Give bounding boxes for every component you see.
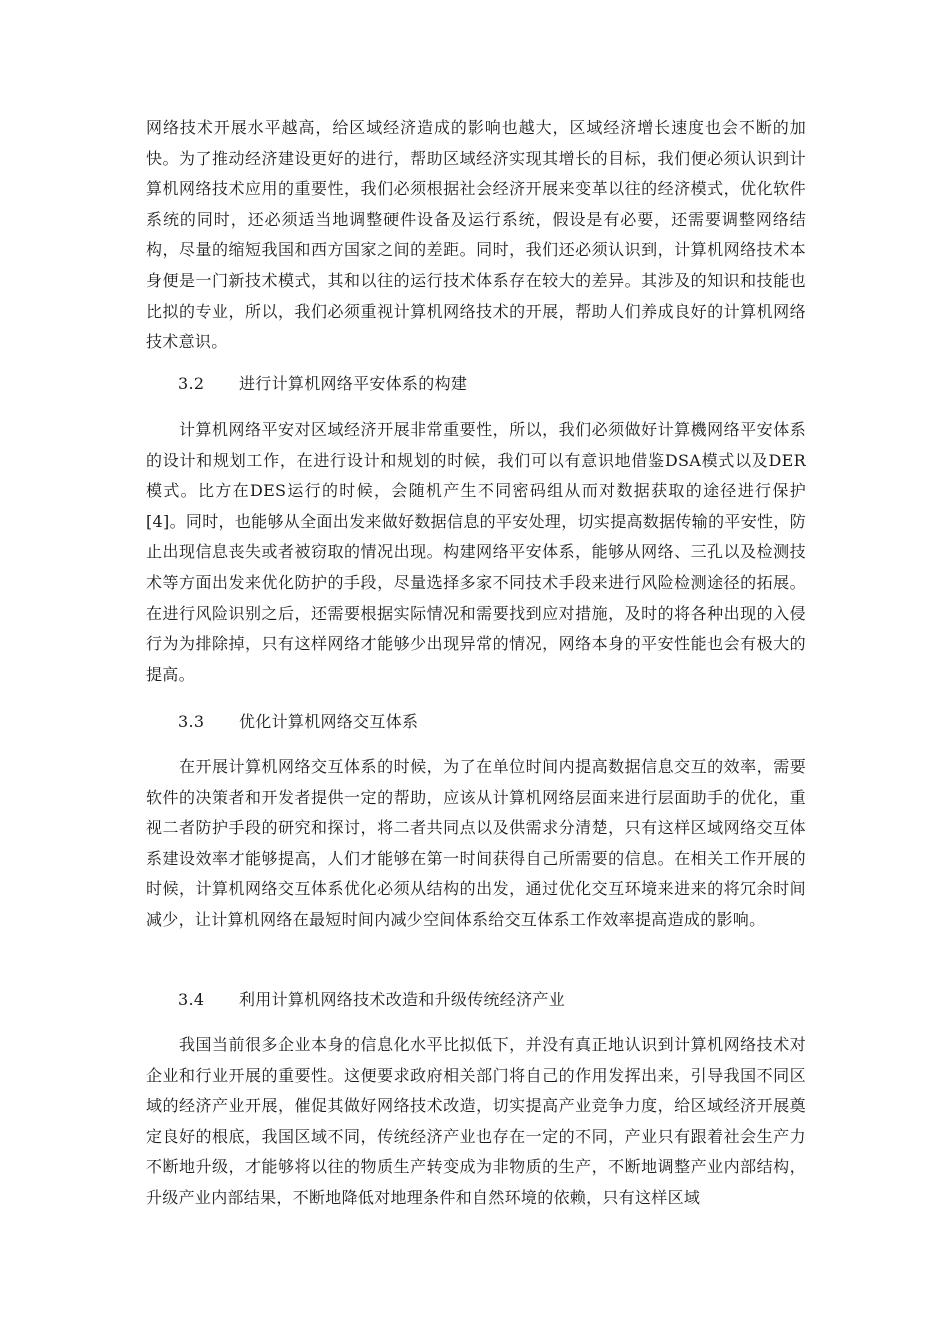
section-number: 3.4 [178,990,205,1009]
section-title: 利用计算机网络技术改造和升级传统经济产业 [239,990,566,1009]
section-heading-3-4 [178,988,565,1012]
section-number: 3.2 [178,374,205,393]
paragraph-security-system: 计算机网络平安对区域经济开展非常重要性，所以，我们必须做好计算機网络平安体系的设计和规划工作，在进行设计和规划的时候，我们可以有意识地借鉴DSA模式以及DER模式。比方在DES运行的时候，会随机产生不同密码组从而对数据获取的途径进行保护[4]。同时，也能够从全面出发来做好数据信息的平安处理，切实提高数据传输的平安性，防止出现信息丧失或者被窃取的情况出现。构建网络平安体系，能够从网络、三孔以及检测技术等方面出发来优化防护的手段，尽量选择多家不同技术手段来进行风险检测途径的拓展。在进行风险识别之后，还需要根据实际情况和需要找到应对措施，及时的将各种出现的入侵行为为排除掉，只有这样网络才能够少出现异常的情况，网络本身的平安性能也会有极大的提高。 [146,420,806,684]
section-title: 优化计算机网络交互体系 [239,712,419,731]
section-heading-3-3 [178,710,418,734]
section-heading-3-2 [178,372,467,396]
section-number: 3.3 [178,712,205,731]
paragraph-interaction-system: 在开展计算机网络交互体系的时候，为了在单位时间内提高数据信息交互的效率，需要软件的决策者和开发者提供一定的帮助，应该从计算机网络层面来进行层面助手的优化，重视二者防护手段的研究和探讨，将二者共同点以及供需求分清楚，只有这样区域网络交互体系建设效率才能够提高，人们才能够在第一时间获得自己所需要的信息。在相关工作开展的时候，计算机网络交互体系优化必须从结构的出发，通过优化交互环境来进来的将冗余时间减少，让计算机网络在最短时间内减少空间体系给交互体系工作效率提高造成的影响。 [146,757,806,929]
paragraph-industry-upgrade: 我国当前很多企业本身的信息化水平比拟低下，并没有真正地认识到计算机网络技术对企业和行业开展的重要性。这便要求政府相关部门将自己的作用发挥出来，引导我国不同区域的经济产业开展，催促其做好网络技术改造，切实提高产业竞争力度，给区域经济开展奠定良好的根底，我国区域不同，传统经济产业也存在一定的不同，产业只有跟着社会生产力不断地升级，才能够将以往的物质生产转变成为非物质的生产，不断地调整产业内部结构，升级产业内部结果，不断地降低对地理条件和自然环境的依赖，只有这样区域 [146,1035,806,1207]
section-title: 进行计算机网络平安体系的构建 [239,374,468,393]
paragraph-network-development: 网络技术开展水平越高，给区域经济造成的影响也越大，区域经济增长速度也会不断的加快。为了推动经济建设更好的进行，帮助区域经济实现其增长的目标，我们便必须认识到计算机网络技术应用的重要性，我们必须根据社会经济开展来变革以往的经济模式，优化软件系统的同时，还必须适当地调整硬件设备及运行系统，假设是有必要，还需要调整网络结构，尽量的缩短我国和西方国家之间的差距。同时，我们还必须认识到，计算机网络技术本身便是一门新技术模式，其和以往的运行技术体系存在较大的差异。其涉及的知识和技能也比拟的专业，所以，我们必须重视计算机网络技术的开展，帮助人们养成良好的计算机网络技术意识。 [146,118,806,352]
